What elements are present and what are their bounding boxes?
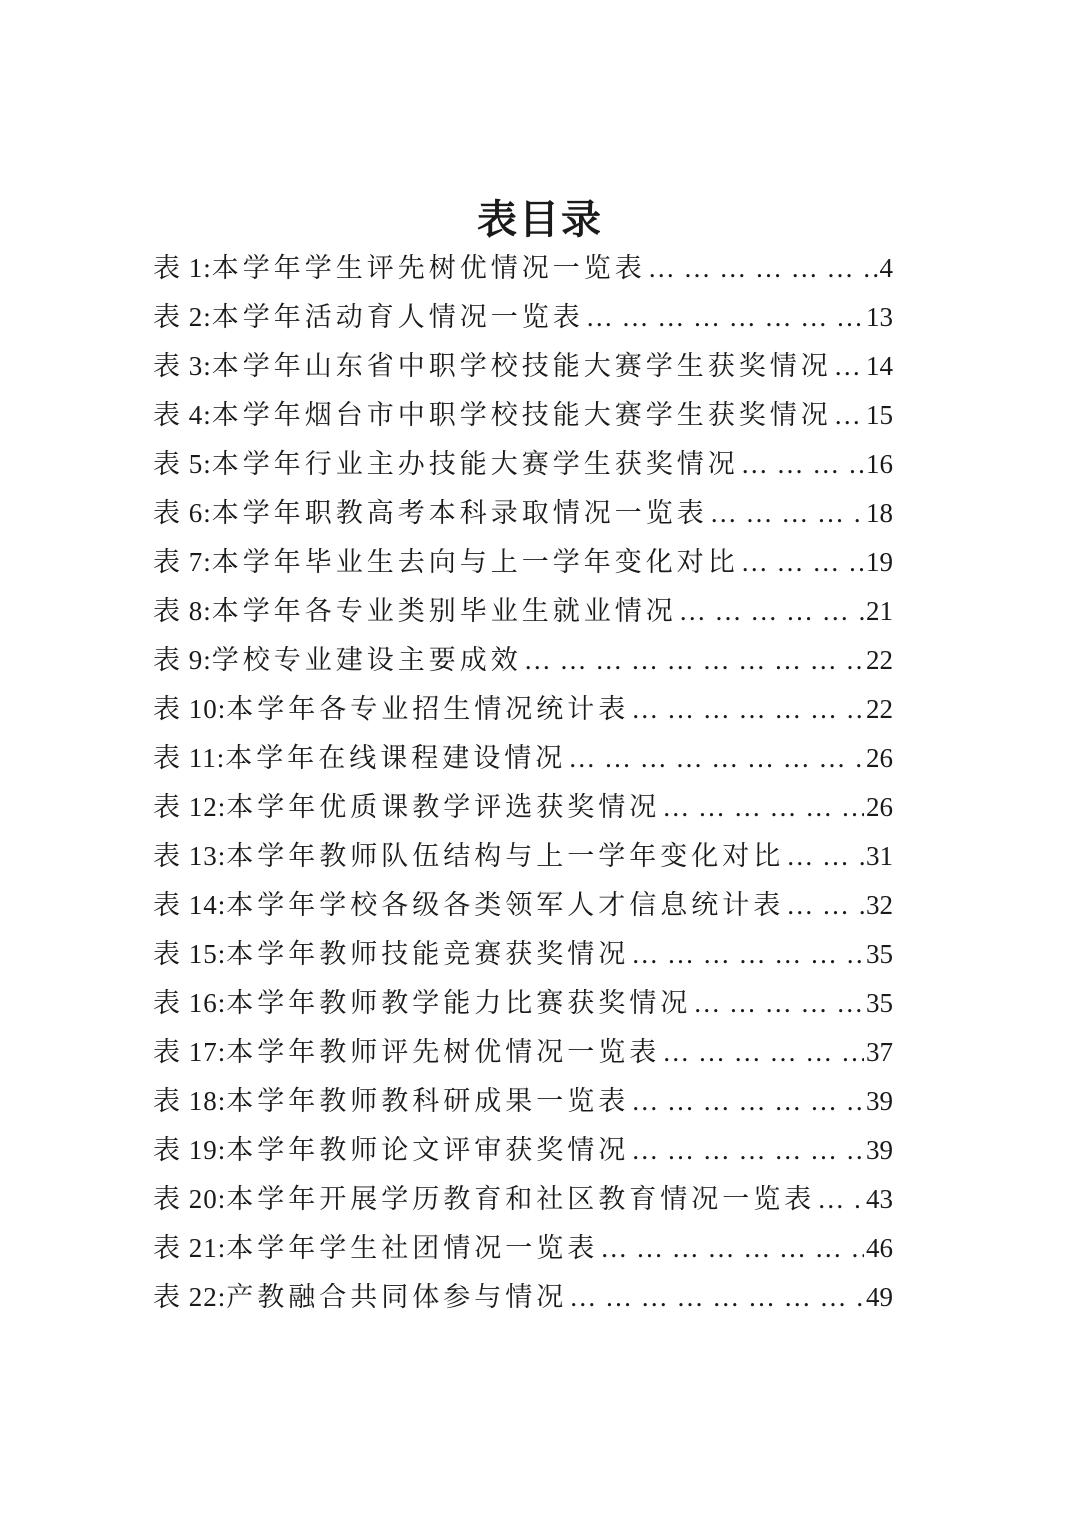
dot-leader (786, 890, 864, 921)
toc-entry-page: 49 (866, 1282, 893, 1312)
toc-entry[interactable] (153, 834, 893, 883)
toc-entry-page: 43 (866, 1184, 893, 1214)
toc-entry[interactable] (153, 295, 893, 344)
toc-entry-label: 表 12: (153, 792, 227, 822)
dot-leader (586, 302, 864, 333)
toc-entry-title: 本学年活动育人情况一览表 (211, 302, 584, 332)
toc-entry[interactable] (153, 1177, 893, 1226)
toc-entry-title: 本学年学校各级各类领军人才信息统计表 (226, 890, 785, 920)
dot-leader (631, 939, 864, 970)
toc-entry[interactable] (153, 736, 893, 785)
dot-leader (568, 743, 864, 774)
toc-entry-page: 22 (866, 645, 893, 675)
toc-entry-title: 本学年学生评先树优情况一览表 (211, 253, 646, 283)
dot-leader (662, 792, 864, 823)
dot-leader (631, 1135, 864, 1166)
toc-entry-label: 表 1: (153, 253, 212, 283)
toc-entry[interactable] (153, 540, 893, 589)
toc-entry-label: 表 14: (153, 890, 227, 920)
toc-entry-label: 表 20: (153, 1184, 227, 1214)
toc-entry-label: 表 9: (153, 645, 212, 675)
toc-entry-label: 表 19: (153, 1135, 227, 1165)
toc-entry-page: 32 (866, 890, 893, 920)
toc-entry[interactable] (153, 344, 893, 393)
toc-entry-page: 16 (866, 449, 893, 479)
toc-entry-label: 表 15: (153, 939, 227, 969)
toc-entry-page: 19 (866, 547, 893, 577)
dot-leader (693, 988, 864, 1019)
toc-entry-label: 表 4: (153, 400, 212, 430)
toc-entry-page: 46 (866, 1233, 893, 1263)
toc-entry-page: 35 (866, 988, 893, 1018)
dot-leader (817, 1184, 864, 1215)
toc-entry[interactable] (153, 638, 893, 687)
dot-leader (631, 1086, 864, 1117)
toc-entry-page: 21 (866, 596, 893, 626)
dot-leader (834, 351, 864, 382)
toc-entry-title: 产教融合共同体参与情况 (226, 1282, 568, 1312)
toc-entry[interactable] (153, 1128, 893, 1177)
dot-leader (786, 841, 864, 872)
toc-entry-label: 表 17: (153, 1037, 227, 1067)
toc-entry-title: 本学年职教高考本科录取情况一览表 (211, 498, 708, 528)
toc-entry[interactable] (153, 589, 893, 638)
toc-entry-page: 13 (866, 302, 893, 332)
toc-entry-title: 本学年教师评先树优情况一览表 (226, 1037, 661, 1067)
dot-leader (524, 645, 864, 676)
dot-leader (741, 547, 864, 578)
toc-entry[interactable] (153, 246, 893, 295)
toc-entry-page: 18 (866, 498, 893, 528)
toc-entry-title: 本学年开展学历教育和社区教育情况一览表 (226, 1184, 816, 1214)
dot-leader (710, 498, 864, 529)
toc-entry-label: 表 10: (153, 694, 227, 724)
toc-entry-title: 本学年烟台市中职学校技能大赛学生获奖情况 (211, 400, 832, 430)
toc-entry-page: 31 (866, 841, 893, 871)
toc-entry[interactable] (153, 393, 893, 442)
toc-entry-label: 表 21: (153, 1233, 227, 1263)
toc-entry-title: 本学年山东省中职学校技能大赛学生获奖情况 (211, 351, 832, 381)
toc-entry-label: 表 18: (153, 1086, 227, 1116)
toc-entry-title: 学校专业建设主要成效 (211, 645, 522, 675)
toc-entry-page: 35 (866, 939, 893, 969)
toc-entry-title: 本学年各专业类别毕业生就业情况 (211, 596, 677, 626)
toc-entry-page: 14 (866, 351, 893, 381)
dot-leader (631, 694, 864, 725)
toc-entry-title: 本学年优质课教学评选获奖情况 (226, 792, 661, 822)
toc-entry-title: 本学年教师论文评审获奖情况 (226, 1135, 630, 1165)
toc-entry-label: 表 3: (153, 351, 212, 381)
table-of-contents (153, 246, 893, 1324)
toc-entry-page: 4 (879, 253, 893, 283)
toc-entry-title: 本学年在线课程建设情况 (225, 743, 567, 773)
toc-entry-page: 37 (866, 1037, 893, 1067)
toc-entry-label: 表 11: (153, 743, 226, 773)
toc-entry-title: 本学年各专业招生情况统计表 (226, 694, 630, 724)
toc-entry[interactable] (153, 687, 893, 736)
toc-entry-label: 表 2: (153, 302, 212, 332)
toc-entry-title: 本学年学生社团情况一览表 (226, 1233, 599, 1263)
dot-leader (662, 1037, 864, 1068)
toc-entry-label: 表 6: (153, 498, 212, 528)
toc-entry[interactable] (153, 981, 893, 1030)
toc-entry-label: 表 22: (153, 1282, 227, 1312)
toc-entry-title: 本学年行业主办技能大赛学生获奖情况 (211, 449, 739, 479)
dot-leader (834, 400, 864, 431)
toc-entry-page: 26 (866, 792, 893, 822)
toc-entry-label: 表 16: (153, 988, 227, 1018)
toc-entry-title: 本学年教师技能竞赛获奖情况 (226, 939, 630, 969)
toc-entry[interactable] (153, 1226, 893, 1275)
toc-entry[interactable] (153, 883, 893, 932)
toc-entry[interactable] (153, 785, 893, 834)
toc-entry-page: 26 (866, 743, 893, 773)
toc-entry[interactable] (153, 1030, 893, 1079)
toc-entry[interactable] (153, 491, 893, 540)
toc-entry-page: 39 (866, 1135, 893, 1165)
toc-entry[interactable] (153, 1079, 893, 1128)
toc-entry-label: 表 13: (153, 841, 227, 871)
toc-entry-title: 本学年教师教科研成果一览表 (226, 1086, 630, 1116)
toc-entry-page: 15 (866, 400, 893, 430)
toc-entry-page: 22 (866, 694, 893, 724)
dot-leader (679, 596, 864, 627)
dot-leader (648, 253, 878, 284)
toc-entry-label: 表 5: (153, 449, 212, 479)
toc-entry-title: 本学年教师队伍结构与上一学年变化对比 (226, 841, 785, 871)
toc-entry-title: 本学年教师教学能力比赛获奖情况 (226, 988, 692, 1018)
toc-entry-label: 表 7: (153, 547, 212, 577)
toc-entry-label: 表 8: (153, 596, 212, 626)
dot-leader (741, 449, 864, 480)
toc-entry[interactable] (153, 1275, 893, 1324)
dot-leader (600, 1233, 864, 1264)
page-title: 表目录 (477, 197, 603, 242)
toc-entry[interactable] (153, 932, 893, 981)
toc-entry-page: 39 (866, 1086, 893, 1116)
dot-leader (569, 1282, 864, 1313)
toc-entry-title: 本学年毕业生去向与上一学年变化对比 (211, 547, 739, 577)
toc-entry[interactable] (153, 442, 893, 491)
